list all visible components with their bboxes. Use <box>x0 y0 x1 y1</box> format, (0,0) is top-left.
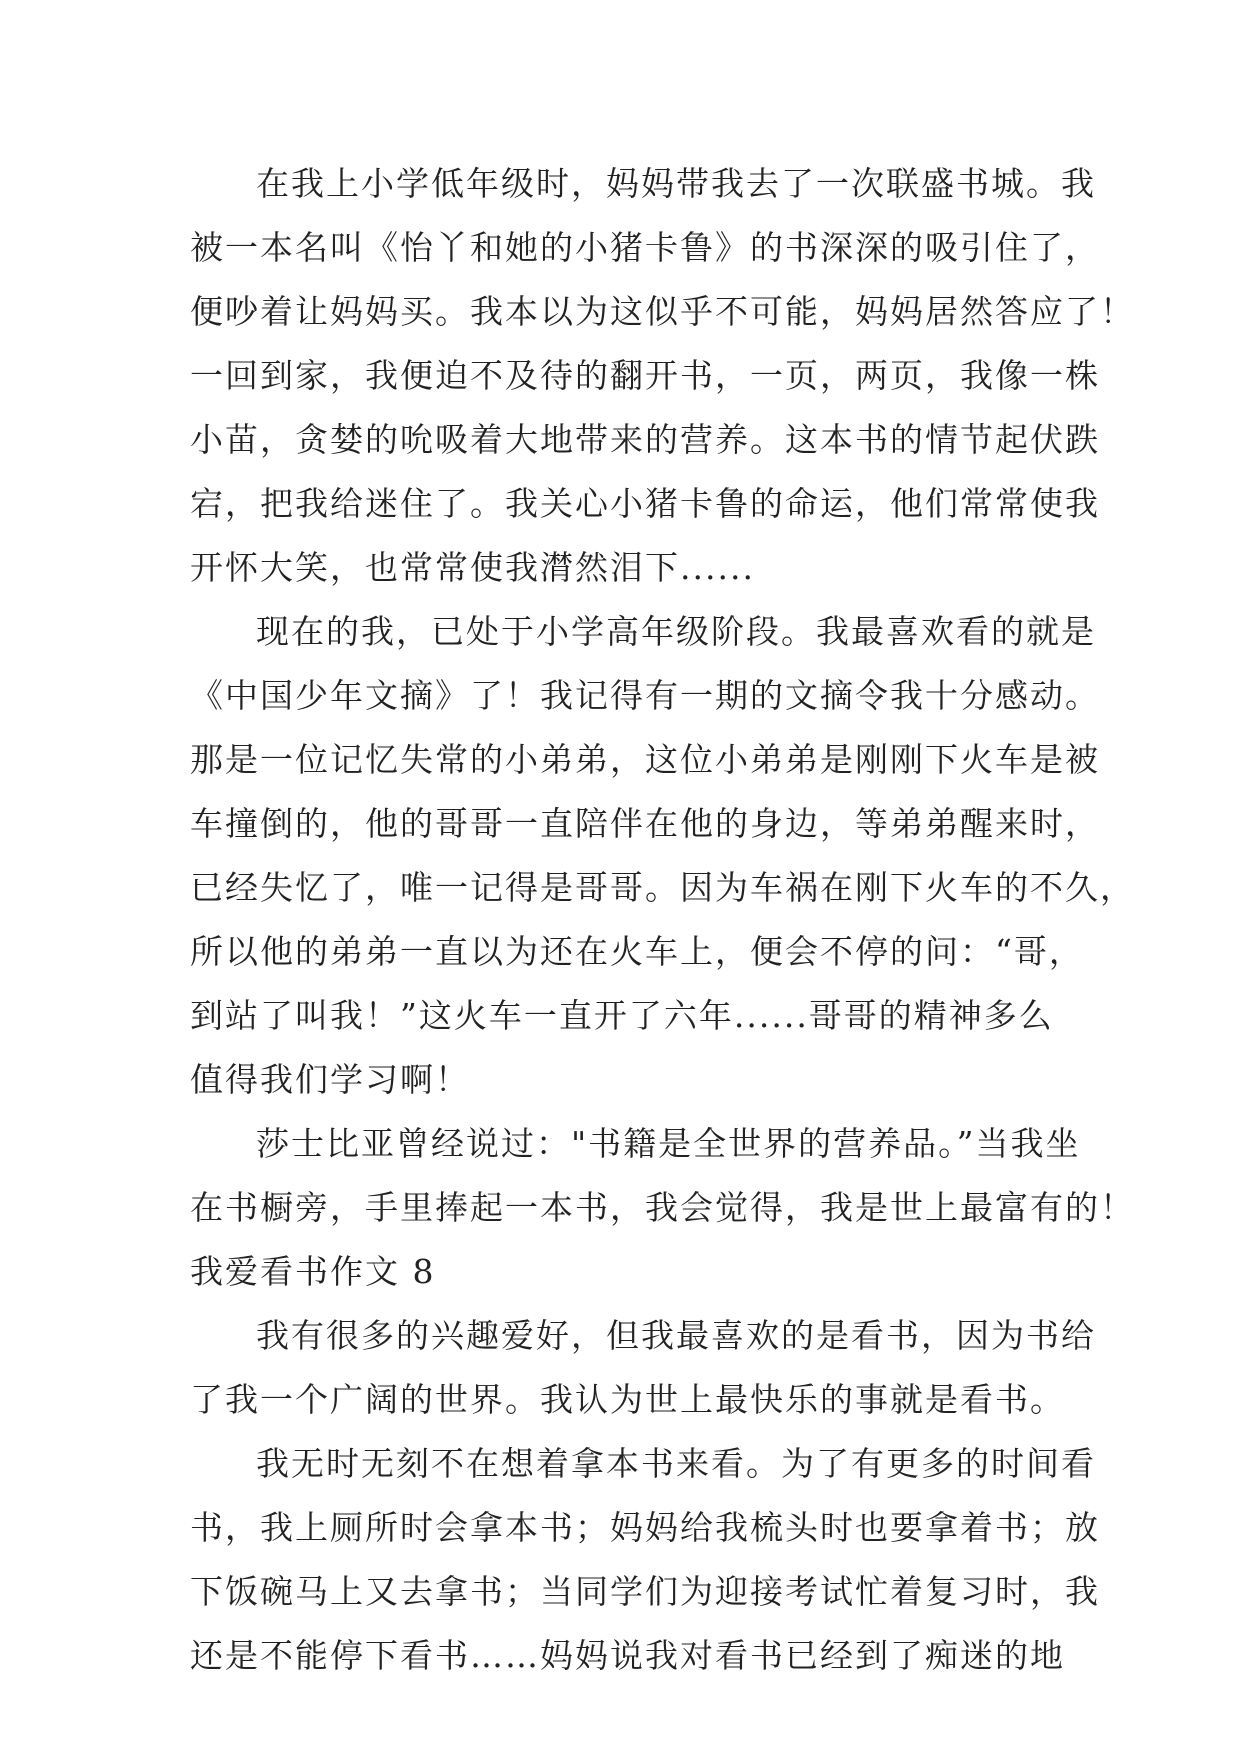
text-line: 车撞倒的，他的哥哥一直陪伴在他的身边，等弟弟醒来时， <box>190 804 1100 843</box>
text-line: 到站了叫我！”这火车一直开了六年......哥哥的精神多么 <box>190 996 1054 1035</box>
text-line: 小苗，贪婪的吮吸着大地带来的营养。这本书的情节起伏跌 <box>190 420 1100 459</box>
text-line: 开怀大笑，也常常使我潸然泪下...... <box>190 548 755 587</box>
section-heading: 我爱看书作文 8 <box>190 1252 436 1291</box>
text-line: 现在的我，已处于小学高年级阶段。我最喜欢看的就是 <box>256 612 1096 651</box>
text-line: 书，我上厕所时会拿本书；妈妈给我梳头时也要拿着书；放 <box>190 1508 1100 1547</box>
text-line: 在我上小学低年级时，妈妈带我去了一次联盛书城。我 <box>256 164 1096 203</box>
text-line: 已经失忆了，唯一记得是哥哥。因为车祸在刚下火车的不久， <box>190 868 1135 907</box>
text-line: 所以他的弟弟一直以为还在火车上，便会不停的问：“哥， <box>190 932 1084 971</box>
text-line: 我有很多的兴趣爱好，但我最喜欢的是看书，因为书给 <box>256 1316 1096 1355</box>
text-line: 还是不能停下看书……妈妈说我对看书已经到了痴迷的地 <box>190 1636 1065 1675</box>
text-line: 值得我们学习啊！ <box>190 1060 470 1099</box>
text-line: 我无时无刻不在想着拿本书来看。为了有更多的时间看 <box>256 1444 1096 1483</box>
text-line: 一回到家，我便迫不及待的翻开书，一页，两页，我像一株 <box>190 356 1100 395</box>
text-line: 莎士比亚曾经说过："书籍是全世界的营养品。”当我坐 <box>256 1124 1081 1163</box>
text-line: 了我一个广阔的世界。我认为世上最快乐的事就是看书。 <box>190 1380 1065 1419</box>
text-line: 那是一位记忆失常的小弟弟，这位小弟弟是刚刚下火车是被 <box>190 740 1100 779</box>
text-line: 宕，把我给迷住了。我关心小猪卡鲁的命运，他们常常使我 <box>190 484 1100 523</box>
text-line: 在书橱旁，手里捧起一本书，我会觉得，我是世上最富有的！ <box>190 1188 1135 1227</box>
text-line: 被一本名叫《怡丫和她的小猪卡鲁》的书深深的吸引住了， <box>190 228 1100 267</box>
text-line: 便吵着让妈妈买。我本以为这似乎不可能，妈妈居然答应了！ <box>190 292 1135 331</box>
text-line: 下饭碗马上又去拿书；当同学们为迎接考试忙着复习时，我 <box>190 1572 1100 1611</box>
text-line: 《中国少年文摘》了！我记得有一期的文摘令我十分感动。 <box>190 676 1100 715</box>
